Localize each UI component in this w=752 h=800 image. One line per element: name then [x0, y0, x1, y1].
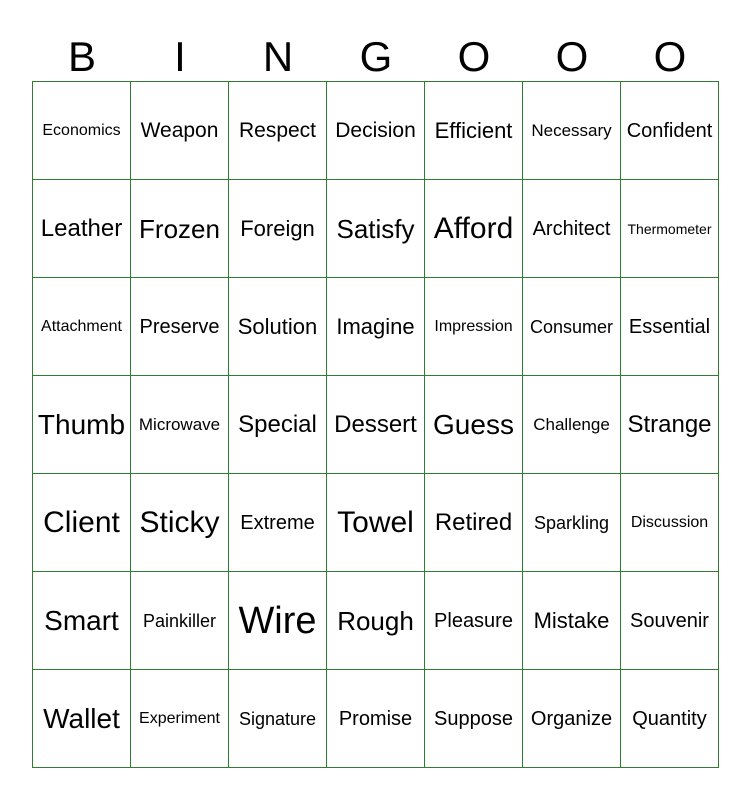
bingo-cell[interactable]: Thumb — [33, 376, 131, 474]
bingo-cell[interactable]: Wallet — [33, 670, 131, 768]
bingo-cell[interactable]: Respect — [229, 82, 327, 180]
bingo-cell[interactable]: Architect — [523, 180, 621, 278]
bingo-cell[interactable]: Guess — [425, 376, 523, 474]
bingo-cell[interactable]: Painkiller — [131, 572, 229, 670]
bingo-cell[interactable]: Afford — [425, 180, 523, 278]
bingo-cell[interactable]: Pleasure — [425, 572, 523, 670]
bingo-cell[interactable]: Retired — [425, 474, 523, 572]
bingo-cell[interactable]: Preserve — [131, 278, 229, 376]
bingo-cell[interactable]: Solution — [229, 278, 327, 376]
header-letter-n: N — [262, 33, 294, 80]
bingo-cell[interactable]: Impression — [425, 278, 523, 376]
bingo-cell[interactable]: Consumer — [523, 278, 621, 376]
bingo-cell[interactable]: Sticky — [131, 474, 229, 572]
bingo-cell[interactable]: Decision — [327, 82, 425, 180]
bingo-header — [33, 32, 719, 82]
header-letter-g: G — [359, 33, 393, 80]
bingo-cell[interactable]: Thermometer — [621, 180, 719, 278]
bingo-cell[interactable]: Promise — [327, 670, 425, 768]
bingo-cell[interactable]: Necessary — [523, 82, 621, 180]
bingo-cell[interactable]: Signature — [229, 670, 327, 768]
bingo-cell[interactable]: Mistake — [523, 572, 621, 670]
bingo-cell[interactable]: Souvenir — [621, 572, 719, 670]
bingo-cell[interactable]: Attachment — [33, 278, 131, 376]
bingo-cell[interactable]: Extreme — [229, 474, 327, 572]
bingo-cell[interactable]: Confident — [621, 82, 719, 180]
bingo-cell[interactable]: Special — [229, 376, 327, 474]
bingo-cell[interactable]: Smart — [33, 572, 131, 670]
bingo-cell[interactable]: Client — [33, 474, 131, 572]
bingo-cell[interactable]: Sparkling — [523, 474, 621, 572]
bingo-cell[interactable]: Challenge — [523, 376, 621, 474]
bingo-cell[interactable]: Quantity — [621, 670, 719, 768]
bingo-cell[interactable]: Towel — [327, 474, 425, 572]
bingo-cell[interactable]: Discussion — [621, 474, 719, 572]
bingo-cell[interactable]: Suppose — [425, 670, 523, 768]
header-letter-b: B — [67, 33, 96, 80]
bingo-cell[interactable]: Weapon — [131, 82, 229, 180]
bingo-cell[interactable]: Organize — [523, 670, 621, 768]
bingo-cell[interactable]: Frozen — [131, 180, 229, 278]
bingo-cell[interactable]: Essential — [621, 278, 719, 376]
bingo-cell[interactable]: Dessert — [327, 376, 425, 474]
bingo-cell[interactable]: Imagine — [327, 278, 425, 376]
bingo-cell[interactable]: Strange — [621, 376, 719, 474]
bingo-cell[interactable]: Experiment — [131, 670, 229, 768]
bingo-board — [32, 81, 719, 768]
header-letter-o3: O — [653, 33, 687, 80]
bingo-cell[interactable]: Wire — [229, 572, 327, 670]
bingo-cell[interactable]: Satisfy — [327, 180, 425, 278]
bingo-cell[interactable]: Economics — [33, 82, 131, 180]
bingo-cell[interactable]: Efficient — [425, 82, 523, 180]
bingo-cell[interactable]: Leather — [33, 180, 131, 278]
bingo-cell[interactable]: Rough — [327, 572, 425, 670]
bingo-cell[interactable]: Foreign — [229, 180, 327, 278]
header-letter-o1: O — [457, 33, 491, 80]
header-letter-o2: O — [555, 33, 589, 80]
header-letter-i: I — [174, 33, 186, 80]
bingo-cell[interactable]: Microwave — [131, 376, 229, 474]
